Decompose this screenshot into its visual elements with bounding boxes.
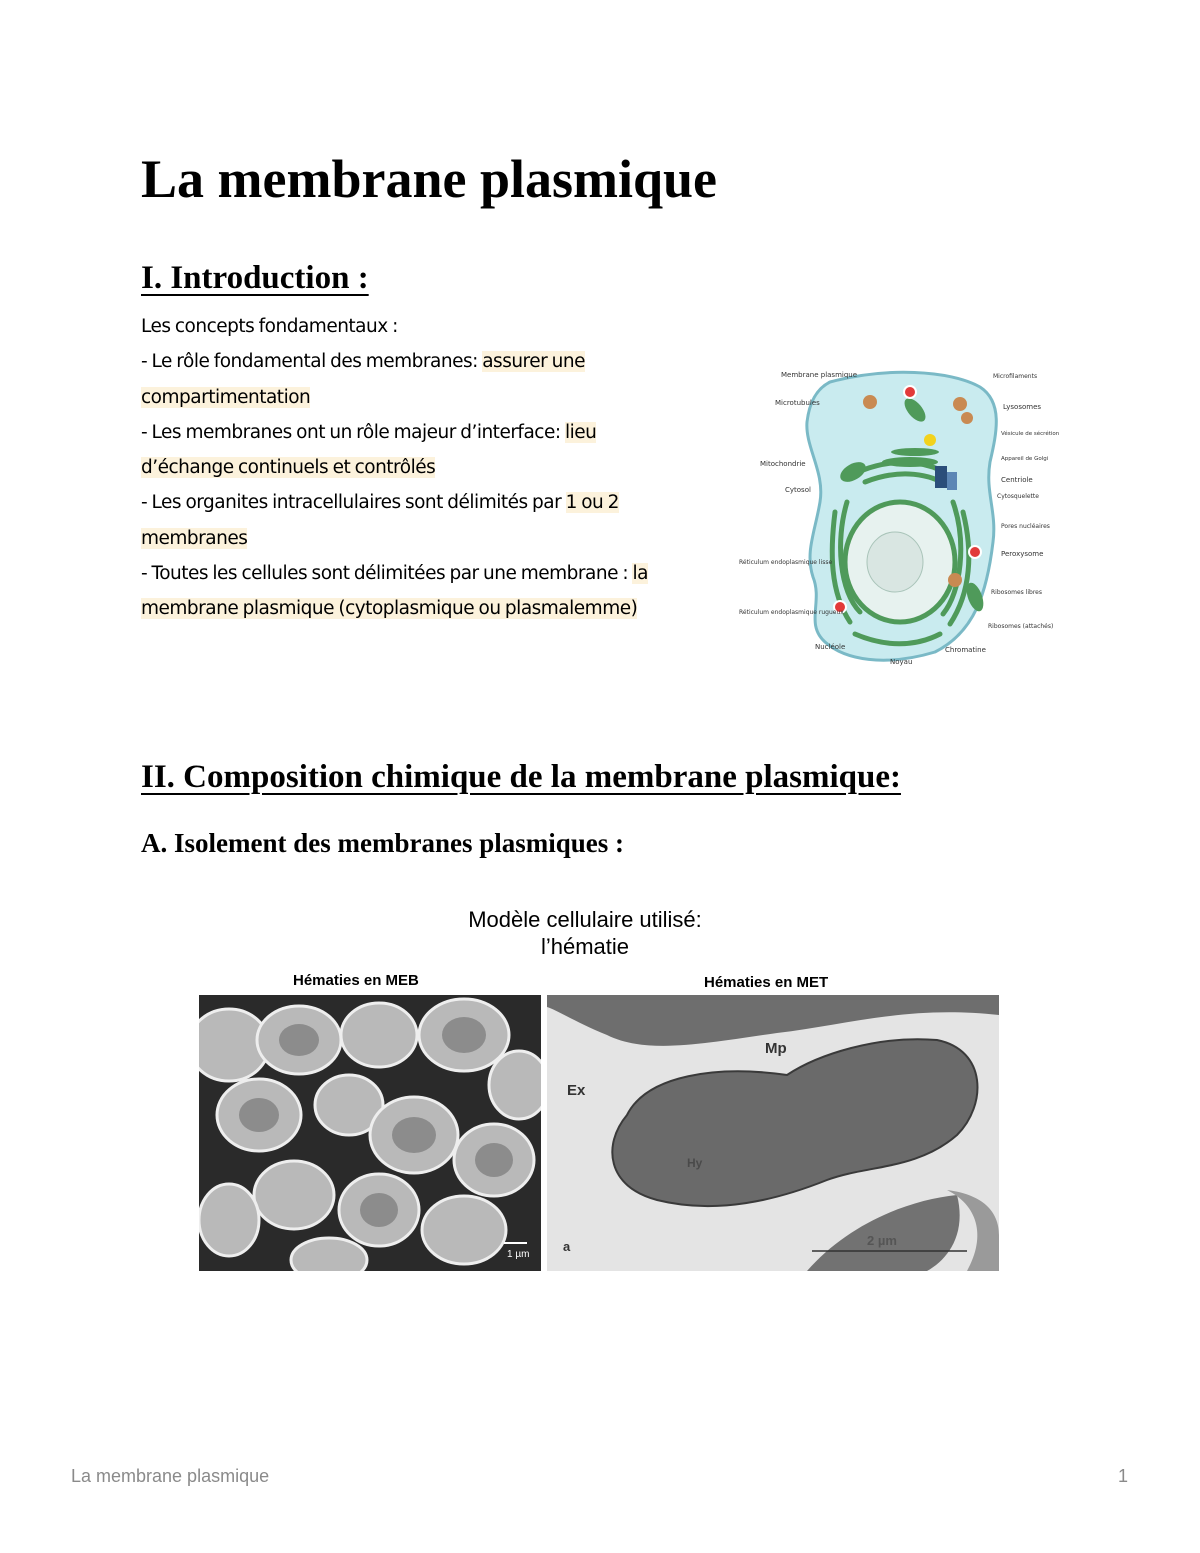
intro-line-highlight: lieu [564, 421, 597, 443]
golgi-shape [882, 457, 938, 467]
footer-page-number: 1 [1118, 1466, 1129, 1486]
golgi-shape [891, 448, 939, 456]
intro-line-highlight: compartimentation [141, 386, 311, 408]
met-label-mp: Mp [765, 1040, 787, 1057]
label-ribosomes-libres: Ribosomes libres [991, 589, 1042, 596]
lysosome-shape [953, 397, 967, 411]
met-label-a: a [563, 1239, 571, 1254]
intro-line [141, 380, 721, 415]
intro-line [141, 450, 721, 485]
micro-figure-title-line2: l’hématie [540, 934, 630, 959]
peroxisome-shape [904, 386, 916, 398]
section-introduction-heading-text: I. Introduction : [141, 260, 369, 296]
animal-cell-diagram [735, 362, 1060, 682]
met-panel-label: Hématies en MET [704, 974, 829, 991]
vesicle-shape [924, 434, 936, 446]
peroxisome-shape [969, 546, 981, 558]
intro-line [141, 344, 721, 379]
subsection-isolement-heading: A. Isolement des membranes plasmiques : [141, 828, 624, 858]
label-lysosomes: Lysosomes [1003, 403, 1042, 411]
lysosome-shape [948, 573, 962, 587]
intro-line [141, 556, 721, 591]
label-microtubules: Microtubules [775, 399, 820, 407]
intro-line-highlight: la [632, 563, 648, 585]
intro-line-text: Les concepts fondamentaux : [141, 316, 398, 337]
label-noyau: Noyau [890, 658, 913, 666]
lysosome-shape [961, 412, 973, 424]
label-centriole: Centriole [1001, 476, 1033, 484]
meb-cells [199, 999, 541, 1271]
section-composition-heading [141, 757, 901, 797]
centriole-shape [935, 466, 947, 488]
label-microfilaments: Microfilaments [993, 373, 1038, 380]
label-mitochondrie: Mitochondrie [760, 460, 806, 468]
meb-red-blood-cells-image [199, 995, 541, 1271]
intro-line [141, 591, 721, 626]
intro-line-highlight: assurer une [482, 351, 585, 373]
introduction-text [141, 309, 721, 627]
label-chromatine: Chromatine [945, 646, 986, 654]
label-peroxysome: Peroxysome [1001, 550, 1044, 558]
intro-line-highlight: membrane plasmique (cytoplasmique ou plasmalemme) [141, 598, 638, 620]
micro-figure-title-line1: Modèle cellulaire utilisé: [468, 907, 702, 932]
centriole-shape [947, 472, 957, 490]
intro-line-text: - Les membranes ont un rôle majeur d’interface: [141, 421, 565, 443]
met-scale-label: 2 µm [867, 1233, 897, 1248]
label-cytosol: Cytosol [785, 486, 811, 494]
intro-line [141, 521, 721, 556]
lysosome-shape [863, 395, 877, 409]
section-introduction-heading [141, 258, 369, 298]
footer-document-title: La membrane plasmique [71, 1466, 270, 1486]
label-golgi: Appareil de Golgi [1001, 456, 1049, 462]
label-pores: Pores nucléaires [1001, 523, 1050, 530]
intro-line [141, 309, 721, 344]
label-vesicule: Vésicule de sécrétion [1001, 431, 1060, 437]
intro-line [141, 485, 721, 520]
met-label-ex: Ex [567, 1082, 586, 1099]
intro-line-text: - Les organites intracellulaires sont délimités par [141, 492, 566, 514]
label-reticulum-lisse: Réticulum endoplasmique lisse [739, 559, 833, 566]
page-title: La membrane plasmique [141, 149, 718, 209]
met-label-hy: Hy [687, 1156, 703, 1170]
label-ribosomes-attaches: Ribosomes (attachés) [988, 623, 1054, 630]
intro-line-text: - Toutes les cellules sont délimitées par une membrane : [141, 563, 633, 585]
meb-panel-label: Hématies en MEB [293, 972, 419, 989]
section-composition-heading-text: II. Composition chimique de la membrane plasmique: [141, 759, 901, 795]
meb-scale-label: 1 µm [507, 1249, 530, 1260]
label-reticulum-rugueux: Réticulum endoplasmique rugueux [739, 609, 844, 616]
met-red-blood-cells-image [547, 995, 999, 1271]
intro-line-highlight: membranes [141, 527, 248, 549]
nucleolus-shape [867, 532, 923, 592]
intro-line-highlight: 1 ou 2 [565, 492, 619, 514]
label-cytosquelette: Cytosquelette [997, 493, 1039, 500]
intro-line-highlight: d’échange continuels et contrôlés [141, 457, 436, 479]
intro-line [141, 415, 721, 450]
label-membrane-plasmique: Membrane plasmique [781, 371, 858, 379]
intro-line-text: - Le rôle fondamental des membranes: [141, 351, 483, 373]
label-nucleole: Nucléole [815, 643, 846, 651]
